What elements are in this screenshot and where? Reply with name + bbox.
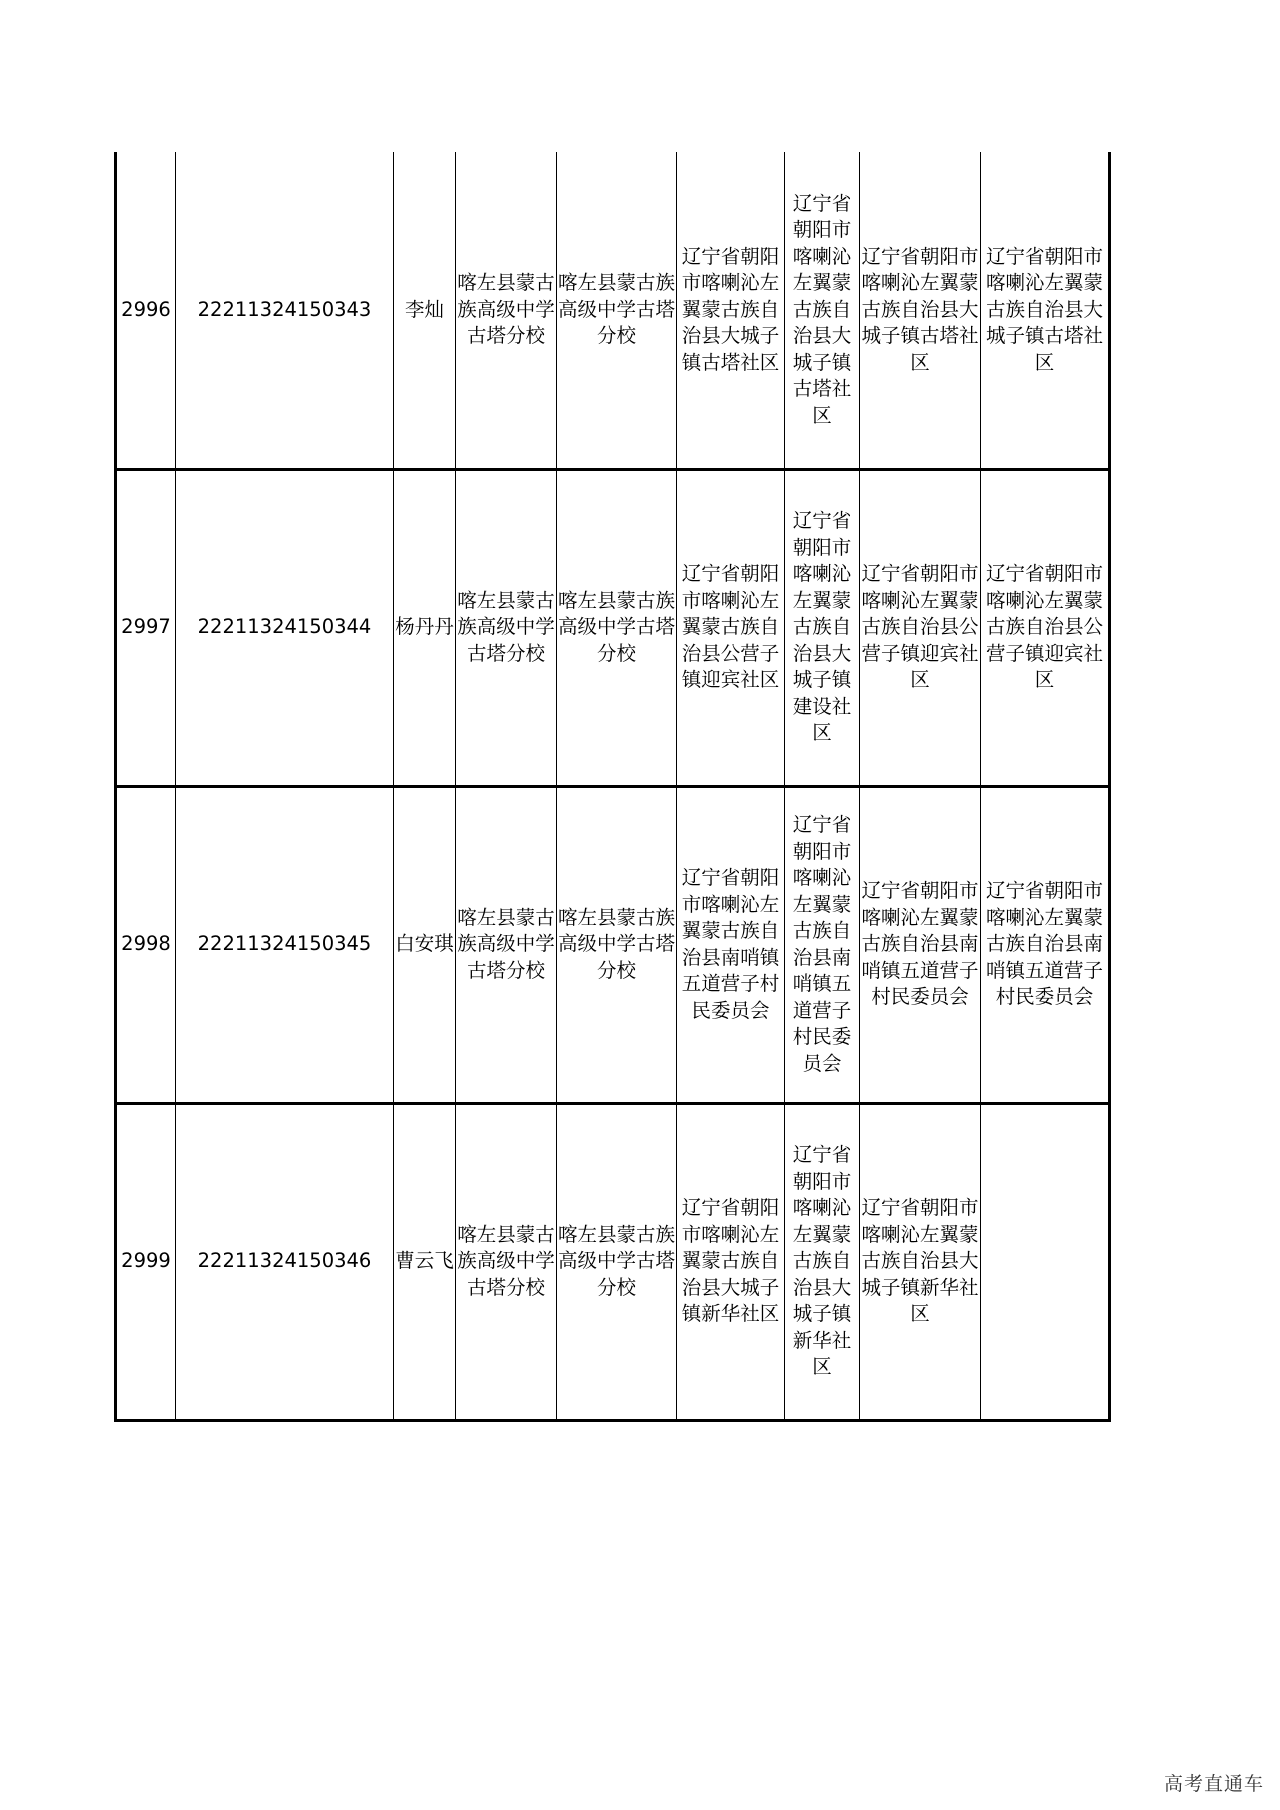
residence-address-cell: 辽宁省朝阳市喀喇沁左翼蒙古族自治县南哨镇五道营子村民委员会 (785, 786, 860, 1103)
guardian-address-cell: 辽宁省朝阳市喀喇沁左翼蒙古族自治县大城子镇新华社区 (860, 1103, 981, 1420)
residence-address-cell: 辽宁省朝阳市喀喇沁左翼蒙古族自治县大城子镇新华社区 (785, 1103, 860, 1420)
residence-address-cell: 辽宁省朝阳市喀喇沁左翼蒙古族自治县大城子镇建设社区 (785, 469, 860, 786)
exam-school-cell: 喀左县蒙古族高级中学古塔分校 (557, 786, 677, 1103)
extra-address-cell (981, 1103, 1110, 1420)
exam-number-cell: 22211324150346 (176, 1103, 394, 1420)
household-address-cell: 辽宁省朝阳市喀喇沁左翼蒙古族自治县大城子镇古塔社区 (677, 152, 785, 469)
extra-address-cell: 辽宁省朝阳市喀喇沁左翼蒙古族自治县南哨镇五道营子村民委员会 (981, 786, 1110, 1103)
seq-cell: 2998 (116, 786, 176, 1103)
extra-address-cell: 辽宁省朝阳市喀喇沁左翼蒙古族自治县公营子镇迎宾社区 (981, 469, 1110, 786)
household-address-cell: 辽宁省朝阳市喀喇沁左翼蒙古族自治县南哨镇五道营子村民委员会 (677, 786, 785, 1103)
table-row (116, 469, 1110, 786)
school-cell: 喀左县蒙古族高级中学古塔分校 (456, 469, 557, 786)
table-row (116, 1103, 1110, 1420)
exam-school-cell: 喀左县蒙古族高级中学古塔分校 (557, 152, 677, 469)
table-row (116, 786, 1110, 1103)
roster-sheet (114, 152, 1108, 1420)
seq-cell: 2996 (116, 152, 176, 469)
school-cell: 喀左县蒙古族高级中学古塔分校 (456, 786, 557, 1103)
seq-cell: 2999 (116, 1103, 176, 1420)
exam-number-cell: 22211324150343 (176, 152, 394, 469)
exam-number-cell: 22211324150344 (176, 469, 394, 786)
school-cell: 喀左县蒙古族高级中学古塔分校 (456, 1103, 557, 1420)
student-name-cell: 杨丹丹 (394, 469, 456, 786)
household-address-cell: 辽宁省朝阳市喀喇沁左翼蒙古族自治县大城子镇新华社区 (677, 1103, 785, 1420)
guardian-address-cell: 辽宁省朝阳市喀喇沁左翼蒙古族自治县南哨镇五道营子村民委员会 (860, 786, 981, 1103)
household-address-cell: 辽宁省朝阳市喀喇沁左翼蒙古族自治县公营子镇迎宾社区 (677, 469, 785, 786)
student-roster-table (114, 152, 1111, 1422)
extra-address-cell: 辽宁省朝阳市喀喇沁左翼蒙古族自治县大城子镇古塔社区 (981, 152, 1110, 469)
school-cell: 喀左县蒙古族高级中学古塔分校 (456, 152, 557, 469)
student-name-cell: 李灿 (394, 152, 456, 469)
student-name-cell: 曹云飞 (394, 1103, 456, 1420)
student-name-cell: 白安琪 (394, 786, 456, 1103)
exam-school-cell: 喀左县蒙古族高级中学古塔分校 (557, 469, 677, 786)
guardian-address-cell: 辽宁省朝阳市喀喇沁左翼蒙古族自治县公营子镇迎宾社区 (860, 469, 981, 786)
seq-cell: 2997 (116, 469, 176, 786)
exam-number-cell: 22211324150345 (176, 786, 394, 1103)
table-row (116, 152, 1110, 469)
watermark-text: 高考直通车 (1163, 1773, 1264, 1795)
guardian-address-cell: 辽宁省朝阳市喀喇沁左翼蒙古族自治县大城子镇古塔社区 (860, 152, 981, 469)
exam-school-cell: 喀左县蒙古族高级中学古塔分校 (557, 1103, 677, 1420)
residence-address-cell: 辽宁省朝阳市喀喇沁左翼蒙古族自治县大城子镇古塔社区 (785, 152, 860, 469)
